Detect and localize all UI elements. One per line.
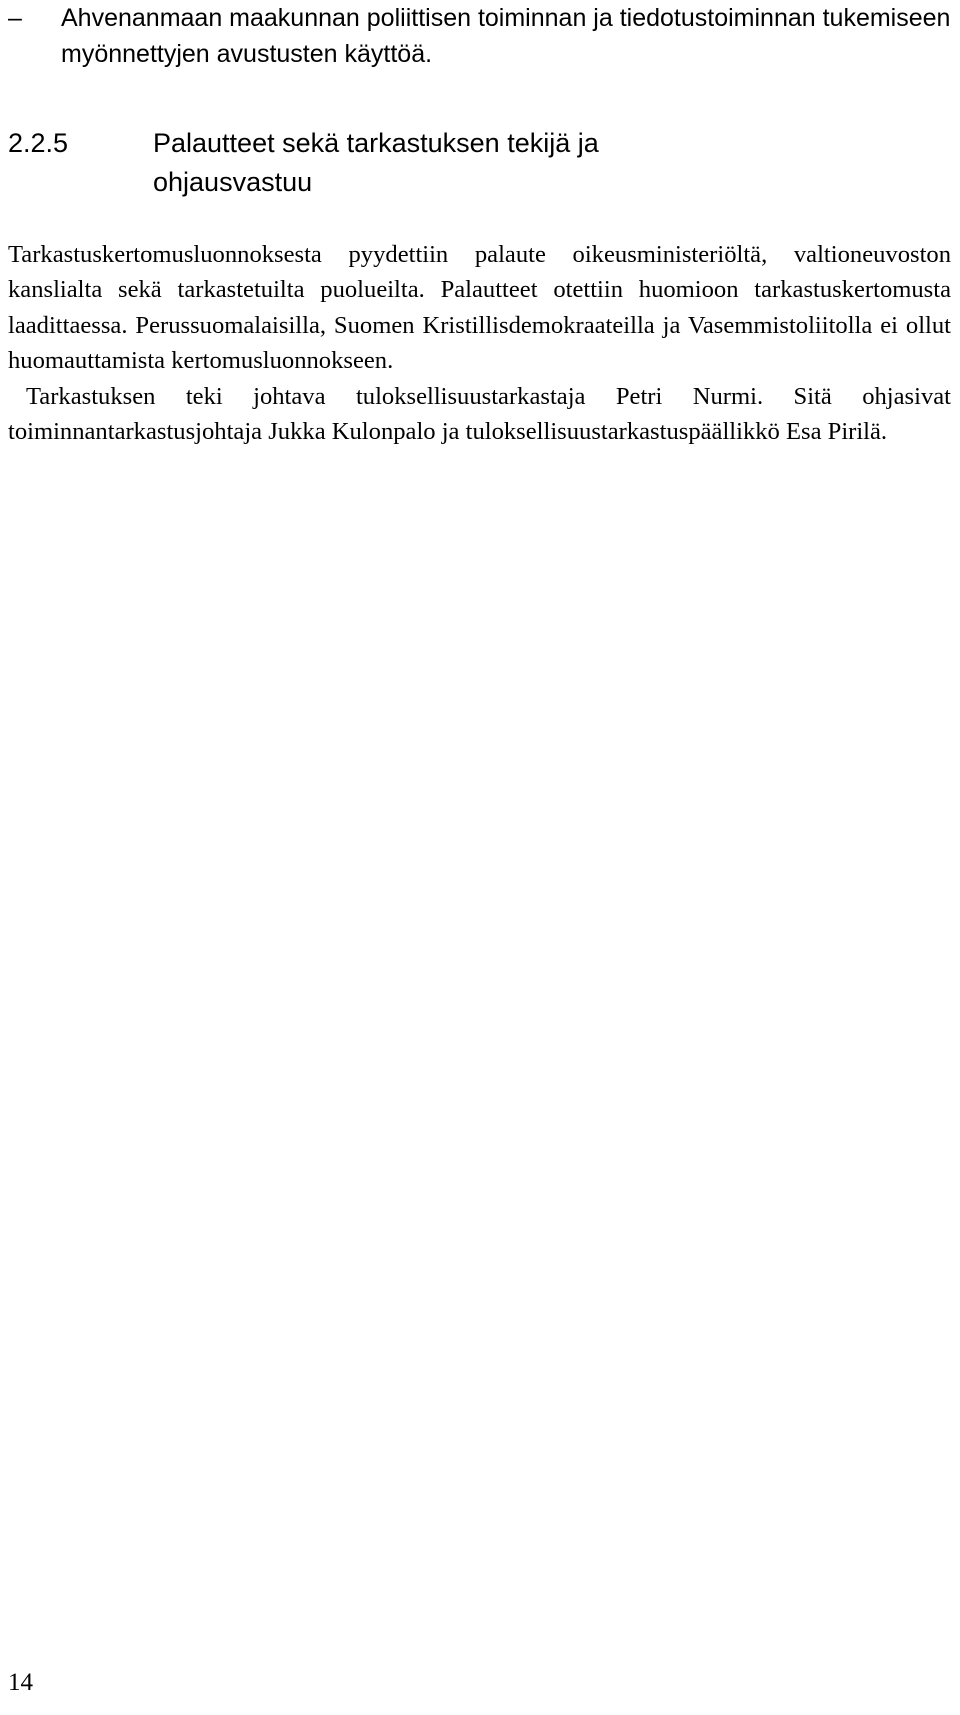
body-text <box>8 237 951 449</box>
paragraph-feedback: Tarkastuskertomusluonnoksesta pyydettiin palaute oikeusministeriöltä, valtioneuvoston kanslialta sekä tarkastetuilta puolueilta. Palautteet otettiin huomioon tarkastuskertomusta laadittaessa. Perussuomalaisilla, Suomen Kristillisdemokraateilla ja Vasemmistoliitolla ei ollut huomauttamista kertomusluonnokseen. <box>8 241 951 375</box>
section-title: Palautteet sekä tarkastuksen tekijä ja ohjausvastuu <box>153 128 599 197</box>
paragraph-auditor: Tarkastuksen teki johtava tuloksellisuustarkastaja Petri Nurmi. Sitä ohjasivat toiminnantarkastusjohtaja Jukka Kulonpalo ja tuloksellisuustarkastuspäällikkö Esa Pirilä. <box>8 382 951 446</box>
page-number: 14 <box>8 1669 33 1696</box>
bullet-text: Ahvenanmaan maakunnan poliittisen toiminnan ja tiedotustoiminnan tukemiseen myönnettyjen avustusten käyttöä. <box>61 4 951 68</box>
section-heading <box>8 124 953 202</box>
section-number: 2.2.5 <box>8 128 69 158</box>
bullet-dash: – <box>8 4 22 32</box>
bullet-list-item <box>8 0 953 72</box>
